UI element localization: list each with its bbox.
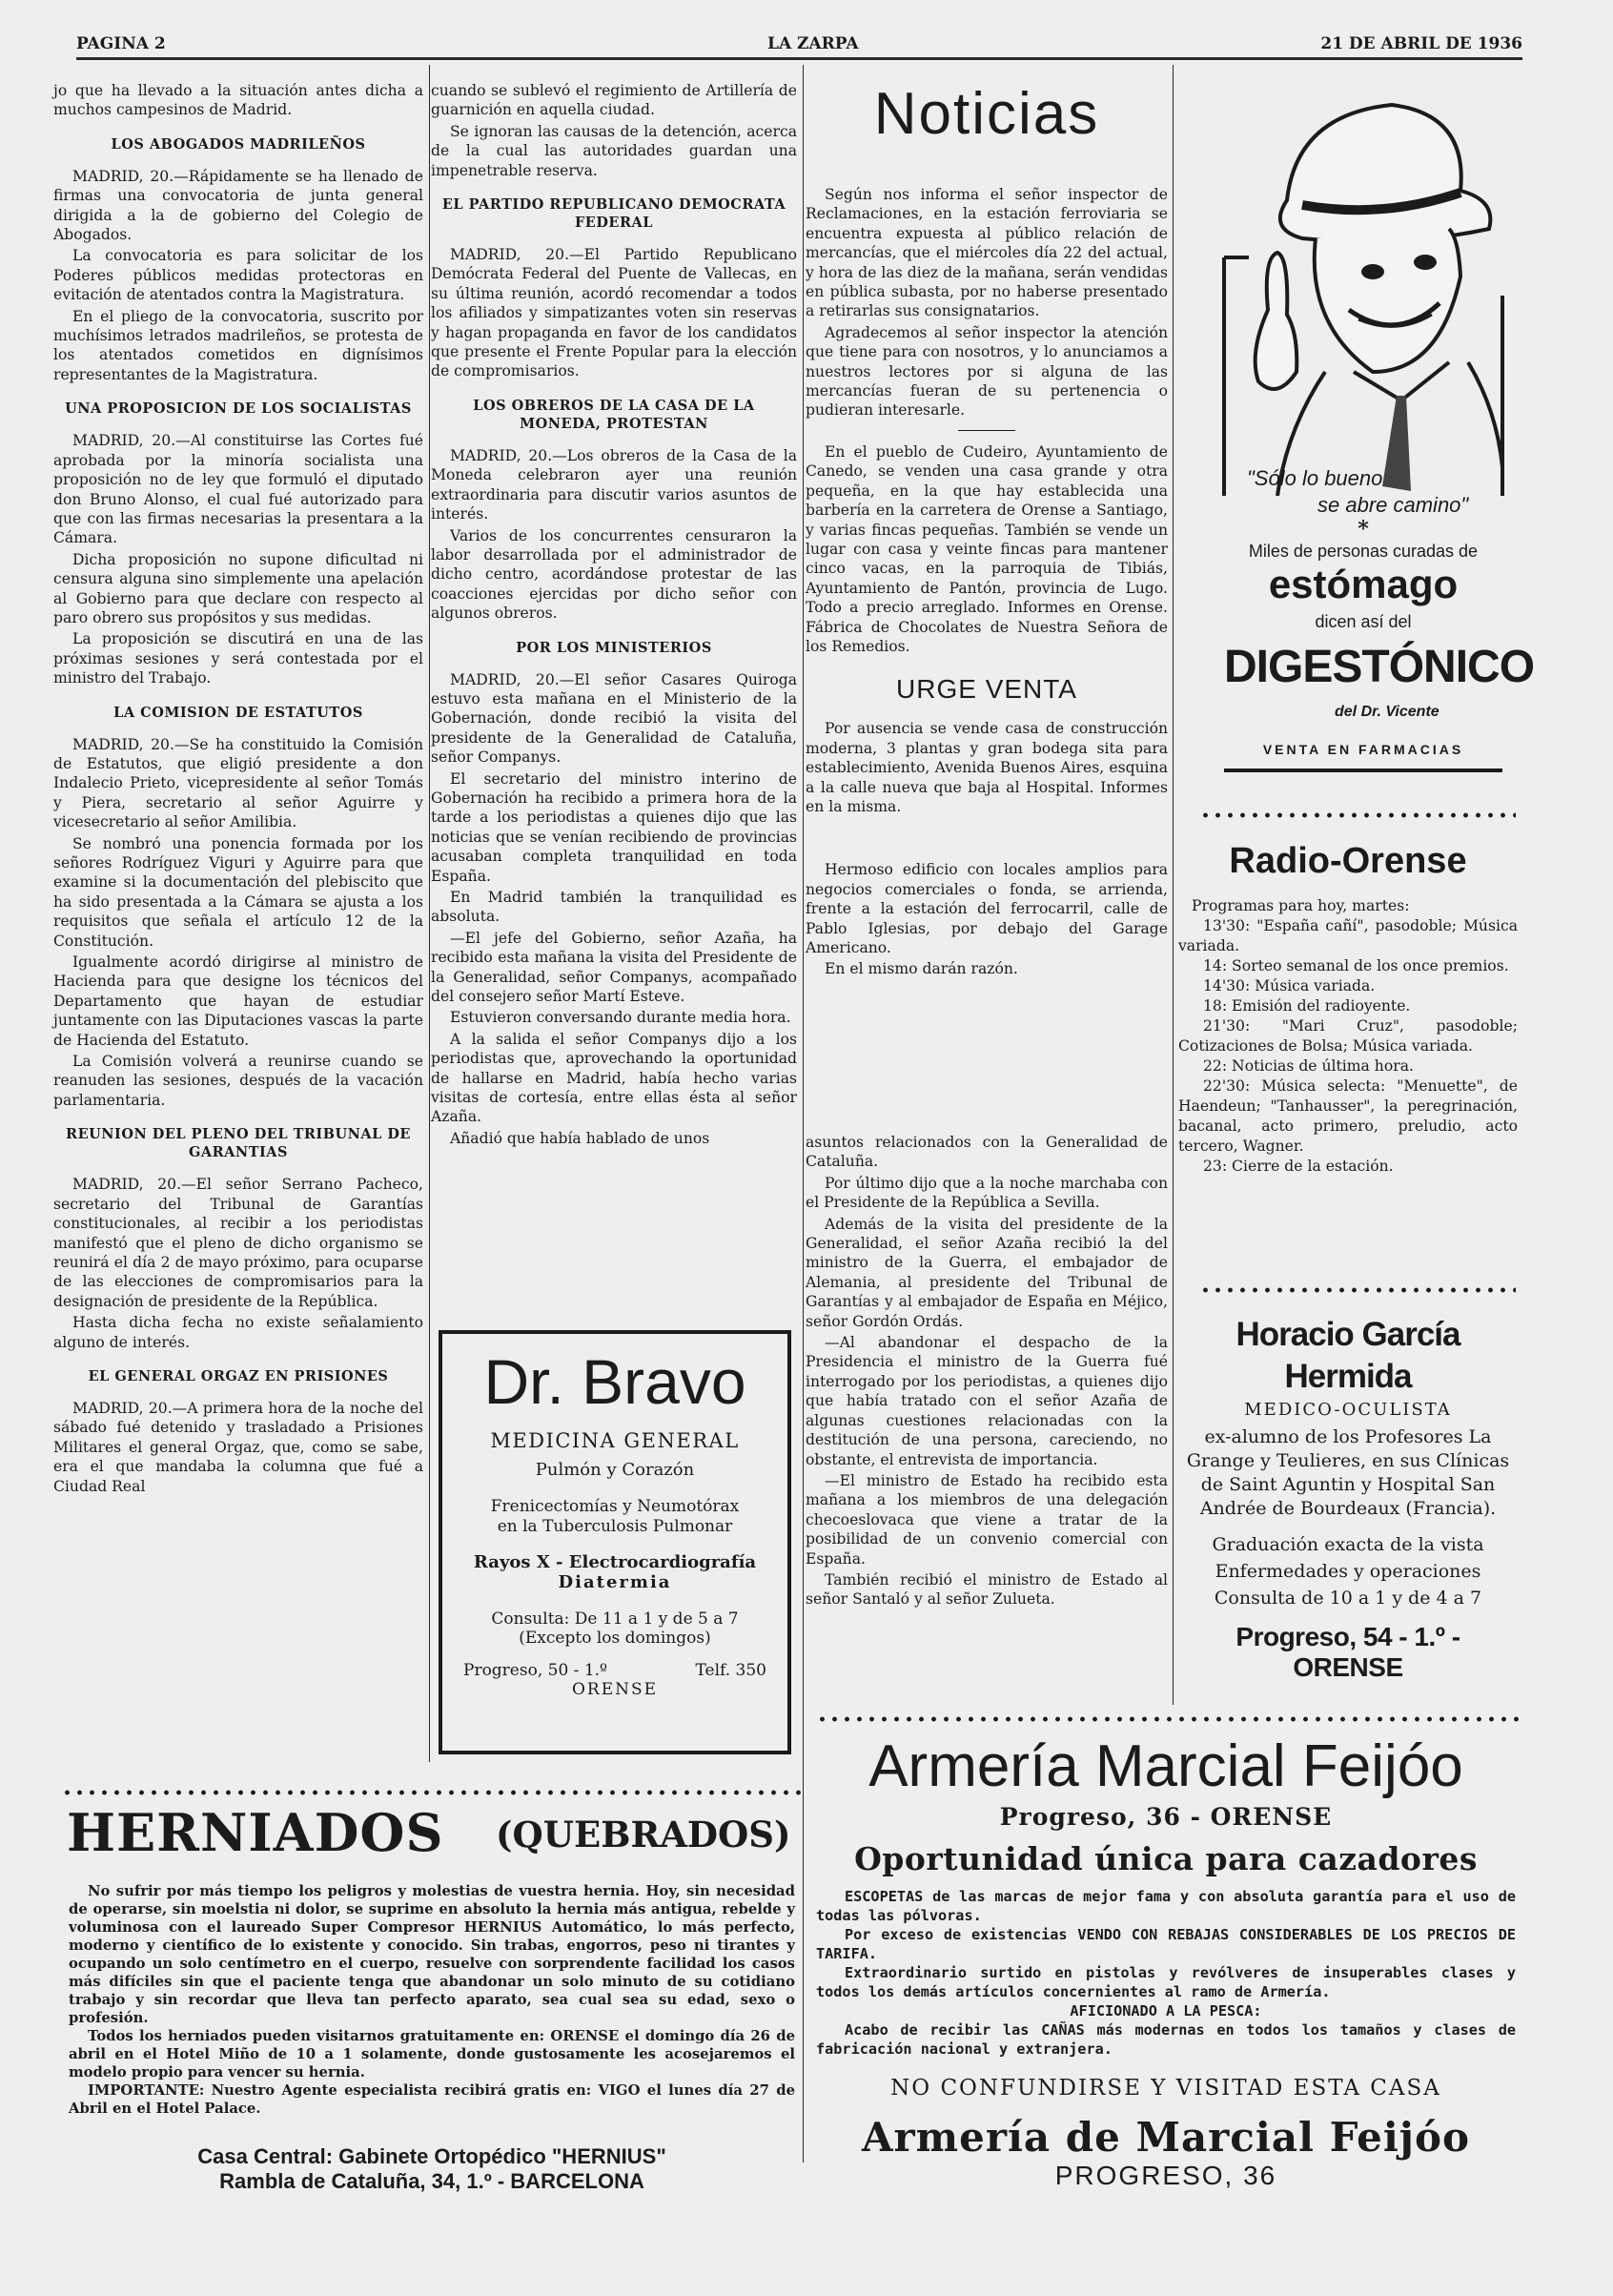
ad-title: Armería de Marcial Feijóo xyxy=(861,2114,1471,2161)
ad-text: Graduación exacta de la vista xyxy=(1212,1534,1484,1555)
digestonico-ad xyxy=(1211,86,1535,772)
article-paragraph: Por último dijo que a la noche marchaba con el Presidente de la República a Sevilla. xyxy=(806,1174,1168,1212)
ad-paragraph: Extraordinario surtido en pistolas y revólveres de insuperables clases y todos los demás artículos concernientes al ramo de Armería. xyxy=(816,1964,1516,2000)
article-paragraph: —El ministro de Estado ha recibido esta mañana a los miembros de una delegación checoeslovaca que viene a tratar de la posibilidad de un convenio comercial con España. xyxy=(806,1471,1168,1568)
headline-tribunal: REUNION DEL PLENO DEL TRIBUNAL DE GARANTIAS xyxy=(66,1126,411,1161)
ad-text: del Dr. Vicente xyxy=(1335,704,1439,720)
ad-text: NO CONFUNDIRSE Y VISITAD ESTA CASA xyxy=(890,2076,1441,2101)
ad-title: HERNIADOS xyxy=(67,1802,444,1863)
armeria-ad xyxy=(812,1731,1520,2191)
ad-title: Armería Marcial Feijóo xyxy=(868,1733,1463,1799)
dotted-separator xyxy=(816,1716,1521,1722)
masthead-rule xyxy=(76,57,1522,60)
radio-intro: Programas para hoy, martes: xyxy=(1192,897,1410,914)
ad-paragraph: Todos los herniados pueden visitarnos gratuitamente en: ORENSE el domingo día 26 de abril en el Hotel Miño de 10 a 1 solamente, donde gustosamente les acosejaremos el modelo propio para vencer su hernia. xyxy=(69,2028,795,2081)
article-paragraph: Estuvieron conversando durante media hora. xyxy=(450,1009,791,1027)
ad-paragraph: Por exceso de existencias VENDO CON REBAJAS CONSIDERABLES DE LOS PRECIOS DE TARIFA. xyxy=(816,1926,1516,1962)
article-paragraph: Dicha proposición no supone dificultad ni censura alguna sino simplemente una apelación al Gobierno para que declare con respecto al paro obrero sus propósitos y sus medidas. xyxy=(53,550,423,626)
ad-paragraph: IMPORTANTE: Nuestro Agente especialista recibirá gratis en: VIGO el lunes día 27 de Abril en el Hotel Palace. xyxy=(69,2082,795,2117)
man-illustration xyxy=(1211,86,1516,496)
article-paragraph: Según nos informa el señor inspector de Reclamaciones, en la estación ferroviaria se encuentra expuesta al público relación de mercancías, que el miércoles día 22 del actual, y hora de las diez de la mañana, serán vendidas en pública subasta, por no haberse presentado a retirarlas sus consignatarios. xyxy=(806,186,1168,320)
article-paragraph: Por ausencia se vende casa de construcción moderna, 3 plantas y gran bodega sita para establecimiento, Avenida Buenos Aires, esquina a la calle nueva que baja al Hospital. Informes en la misma. xyxy=(806,720,1168,815)
ad-address: Progreso, 36 - ORENSE xyxy=(999,1803,1333,1831)
article-paragraph: asuntos relacionados con la Generalidad de Cataluña. xyxy=(806,1134,1168,1171)
headline-moneda: LOS OBREROS DE LA CASA DE LA MONEDA, PROTESTAN xyxy=(473,397,755,432)
article-paragraph: La Comisión volverá a reunirse cuando se reanuden las sesiones, después de la vacación parlamentaria. xyxy=(53,1053,423,1109)
horacio-ad xyxy=(1178,1314,1518,1683)
article-paragraph: —El jefe del Gobierno, señor Azaña, ha recibido esta mañana la visita del Presidente de la Generalidad, señor Companys, acompañado del consejero señor Martí Esteve. xyxy=(431,929,797,1006)
ad-title: Dr. Bravo xyxy=(483,1346,746,1417)
article-paragraph: MADRID, 20.—El Partido Republicano Demócrata Federal del Puente de Vallecas, en su última reunión, acordó recomendar a todos los afiliados y simpatizantes voten sin reservas y hagan propaganda en favor de los candidatos que presente el Frente Popular para la elección de compromisarios. xyxy=(431,246,797,380)
article-paragraph: Además de la visita del presidente de la Generalidad, el señor Azaña recibió la del ministro de la Guerra, el embajador de Alemania, al presidente del Tribunal de Garantías y al embajador de España en Méjico, señor Gordón Ordás. xyxy=(806,1215,1168,1330)
column-1 xyxy=(53,81,423,1498)
article-paragraph: Añadió que había hablado de unos xyxy=(450,1129,710,1147)
ad-text: ex-alumno de los Profesores La Grange y Teulieres, en sus Clínicas de Saint Aguntin y Hospital San Andrée de Bourdeaux (Francia). xyxy=(1186,1426,1510,1519)
ad-text: Miles de personas curadas de xyxy=(1248,542,1479,561)
article-paragraph: En el pueblo de Cudeiro, Ayuntamiento de Canedo, se venden una casa grande y otra pequeña, en la que hay establecida una barbería en la carretera de Orense a Santiago, y varias fincas pequeñas. También se vende un lugar con casa y veinte fincas para mantener cinco vacas, en la parroquia de Tibiás, Ayuntamiento de Pantón, provincia de Lugo. Todo a precio arreglado. Informes en Orense. Fábrica de Chocolates de Nuestra Señora de los Remedios. xyxy=(806,442,1168,655)
ad-text: dicen así del xyxy=(1315,612,1412,631)
radio-program-item: 13'30: "España cañí", pasodoble; Música variada. xyxy=(1178,917,1518,954)
article-paragraph: MADRID, 20.—A primera hora de la noche del sábado fué detenido y trasladado a Prisiones Militares el general Orgaz, que, como se sabe, era el que mandaba la columna que fué a Ciudad Real xyxy=(53,1399,423,1495)
ad-text: Consulta: De 11 a 1 y de 5 a 7 xyxy=(491,1609,739,1629)
ad-text: MEDICINA GENERAL xyxy=(490,1429,740,1452)
article-paragraph: También recibió el ministro de Estado al señor Santaló y al señor Zulueta. xyxy=(806,1570,1168,1609)
radio-program-item: 14: Sorteo semanal de los once premios. xyxy=(1203,957,1509,974)
radio-program-item: 14'30: Música variada. xyxy=(1203,977,1376,994)
article-paragraph: —Al abandonar el despacho de la Presidencia el ministro de la Guerra fué interrogado por los periodistas, a quienes dijo que había tratado con el señor Azaña de algunas cuestiones relacionadas con la destitución de una persona, careciendo, no obstante, el entrevista de importancia. xyxy=(806,1334,1168,1468)
radio-program-item: 23: Cierre de la estación. xyxy=(1203,1158,1394,1175)
masthead xyxy=(76,34,1522,55)
article-paragraph: MADRID, 20.—El señor Serrano Pacheco, secretario del Tribunal de Garantías constitucionales, al recibir a los periodistas manifestó que el pleno de dicho organismo se reunirá el día 2 de mayo próximo, para ocuparse de las elecciones de compromisarios para la designación de presidente de la República. xyxy=(53,1176,423,1310)
article-paragraph: MADRID, 20.—Al constituirse las Cortes fué aprobada por la minoría socialista una proposición no de ley que formuló el diputado don Bruno Alonso, el cual fué autorizado para que con las firmas necesarias la presentara a la Cámara. xyxy=(53,432,423,547)
article-paragraph: La proposición se discutirá en una de las próximas sesiones y será contestada por el ministro del Trabajo. xyxy=(53,630,423,687)
ad-slogan: "Sólo lo bueno xyxy=(1247,466,1383,490)
ad-address: Progreso, 50 - 1.º xyxy=(463,1661,608,1680)
headline-proposicion: UNA PROPOSICION DE LOS SOCIALISTAS xyxy=(65,400,412,418)
article-paragraph: Se ignoran las causas de la detención, acerca de la cual las autoridades guardan una impenetrable reserva. xyxy=(431,122,797,179)
ad-title: Horacio García Hermida xyxy=(1235,1316,1460,1395)
ad-text: VENTA EN FARMACIAS xyxy=(1262,742,1464,757)
radio-program-item: 21'30: "Mari Cruz", pasodoble; Cotizaciones de Bolsa; Música variada. xyxy=(1178,1017,1518,1055)
radio-section xyxy=(1178,839,1518,1177)
radio-program-item: 22'30: Música selecta: "Menuette", de Haendeun; "Tanhausser", la peregrinación, bacanal, acto primero, preludio, acto tercero, Wagner. xyxy=(1178,1077,1518,1155)
dotted-separator xyxy=(1199,812,1516,818)
article-paragraph: MADRID, 20.—El señor Casares Quiroga estuvo esta mañana en el Ministerio de la Gobernación, donde recibió la visita del presidente de la Generalidad de Cataluña, señor Companys. xyxy=(431,670,797,767)
ad-paragraph: AFICIONADO A LA PESCA: xyxy=(1070,2002,1262,2019)
ad-subtitle: Oportunidad única para cazadores xyxy=(854,1840,1478,1877)
ad-text: Diatermia xyxy=(558,1572,672,1592)
ad-brand: DIGESTÓNICO xyxy=(1224,642,1535,692)
radio-program-list xyxy=(1178,916,1518,1177)
article-paragraph: Hermoso edificio con locales amplios para negocios comerciales o fonda, se arrienda, frente a la estación del ferrocarril, calle de Pablo Iglesias, por debajo del Garage Americano. xyxy=(806,861,1168,956)
ad-text: en la Tuberculosis Pulmonar xyxy=(497,1517,733,1536)
ad-text: Pulmón y Corazón xyxy=(535,1460,695,1480)
headline-ministerios: POR LOS MINISTERIOS xyxy=(516,639,712,656)
ad-text: Rayos X - Electrocardiografía xyxy=(473,1552,757,1572)
radio-program-item: 18: Emisión del radioyente. xyxy=(1203,997,1411,1015)
headline-republicano: EL PARTIDO REPUBLICANO DEMOCRATA FEDERAL xyxy=(441,196,786,232)
article-paragraph: En el pliego de la convocatoria, suscrito por muchísimos letrados madrileños, se protesta de los atentados cometidos en dignísimos representantes de la Magistratura. xyxy=(53,307,423,383)
article-paragraph: Agradecemos al señor inspector la atención que tiene para con nosotros, y lo anunciamos a nuestros lectores por si alguna de las mercancías fueran de su pertenencia o pudieran interesarle. xyxy=(806,323,1168,420)
radio-title: Radio-Orense xyxy=(1229,841,1467,881)
column-rule xyxy=(803,65,804,2163)
column-3 xyxy=(806,76,1168,981)
article-paragraph: En el mismo darán razón. xyxy=(825,960,1018,978)
article-paragraph: En Madrid también la tranquilidad es absoluta. xyxy=(431,889,797,926)
paper-name: LA ZARPA xyxy=(767,34,859,53)
column-2 xyxy=(431,81,797,1150)
ad-text: Frenicectomías y Neumotórax xyxy=(490,1497,740,1516)
column-rule xyxy=(429,65,430,1762)
herniados-ad xyxy=(61,1802,803,2194)
article-paragraph: MADRID, 20.—Rápidamente se ha llenado de firmas una convocatoria de junta general dirigida a la de gobierno del Colegio de Abogados. xyxy=(53,167,423,244)
ad-address: PROGRESO, 36 xyxy=(1054,2161,1277,2190)
ad-text: MEDICO-OCULISTA xyxy=(1244,1400,1452,1420)
page-number: PAGINA 2 xyxy=(76,34,166,53)
article-paragraph: Hasta dicha fecha no existe señalamiento alguno de interés. xyxy=(53,1314,423,1351)
ad-city: ORENSE xyxy=(571,1680,659,1699)
ad-text: (Excepto los domingos) xyxy=(519,1629,711,1648)
ad-phone: Telf. 350 xyxy=(695,1661,766,1680)
dotted-separator xyxy=(1199,1287,1516,1293)
article-paragraph: Varios de los concurrentes censuraron la labor desarrollada por el administrador de dicho centro, acordándose protestar de las coacciones ejercidas por dicho señor con algunos obreros. xyxy=(431,526,797,623)
noticias-title: Noticias xyxy=(873,81,1100,147)
issue-date: 21 DE ABRIL DE 1936 xyxy=(1320,34,1522,53)
ad-paragraph: Acabo de recibir las CAÑAS más modernas en todos los tamaños y clases de fabricación nacional y extranjera. xyxy=(816,2021,1516,2058)
ad-star: * xyxy=(1358,517,1369,542)
ad-text: Consulta de 10 a 1 y de 4 a 7 xyxy=(1214,1588,1482,1609)
article-paragraph: La convocatoria es para solicitar de los Poderes públicos medidas protectoras en evitación de atentados contra la Magistratura. xyxy=(53,247,423,304)
ad-paragraph: ESCOPETAS de las marcas de mejor fama y con absoluta garantía para el uso de todas las pólvoras. xyxy=(816,1888,1516,1924)
ad-address: Rambla de Cataluña, 34, 1.º - BARCELONA xyxy=(219,2169,644,2193)
ad-text: Enfermedades y operaciones xyxy=(1215,1561,1481,1582)
dr-bravo-ad xyxy=(439,1330,791,1754)
ad-address: Progreso, 54 - 1.º - ORENSE xyxy=(1235,1622,1460,1682)
dotted-separator xyxy=(61,1790,806,1795)
radio-program-item: 22: Noticias de última hora. xyxy=(1203,1057,1414,1075)
headline-orgaz: EL GENERAL ORGAZ EN PRISIONES xyxy=(88,1367,389,1384)
ad-paragraph: No sufrir por más tiempo los peligros y molestias de vuestra hernia. Hoy, sin necesidad de operarse, sin moelstia ni dolor, se suprime en absoluto la hernia más antigua, rebelde y voluminosa con el laureado Super Compresor HERNIUS Automático, lo más perfecto, moderno y científico de lo existente y conocido. Sin trabas, engorros, peso ni tirantes y ocupando un solo centímetro en el cuerpo, resuelve con sorprendente facilidad los casos más difíciles sin que el paciente tenga que abandonar un solo minuto de su cotidiano trabajo y sin recordar que lleva tan perfecto aparato, sea cual sea su edad, sexo o profesión. xyxy=(69,1883,795,2026)
article-paragraph: cuando se sublevó el regimiento de Artillería de guarnición en aquella ciudad. xyxy=(431,82,797,119)
article-paragraph: El secretario del ministro interino de Gobernación ha recibido a primera hora de la tarde a los periodistas a quienes dijo que las noticias que se venían recibiendo de provincias acusaban completa tranquilidad en toda España. xyxy=(431,769,797,885)
column-3-continued xyxy=(806,1133,1168,1611)
article-paragraph: A la salida el señor Companys dijo a los periodistas que, aprovechando la oportunidad de hallarse en Madrid, había hecho varias visitas de cortesía, entre ellas ésta al señor Azaña. xyxy=(431,1030,797,1126)
intro-text: jo que ha llevado a la situación antes dicha a muchos campesinos de Madrid. xyxy=(53,82,423,119)
urge-venta-title: URGE VENTA xyxy=(896,674,1077,705)
ad-highlight: estómago xyxy=(1268,562,1459,606)
article-paragraph: Se nombró una ponencia formada por los señores Rodríguez Viguri y Aguirre para que examine si la documentación del plebiscito que ha sido presentada a la Cámara se ajusta a los requisitos que señala el artículo 12 de la Constitución. xyxy=(53,834,423,950)
headline-estatutos: LA COMISION DE ESTATUTOS xyxy=(113,704,363,721)
ad-address: Casa Central: Gabinete Ortopédico "HERNIUS" xyxy=(197,2144,666,2168)
article-paragraph: MADRID, 20.—Los obreros de la Casa de la Moneda celebraron ayer una reunión extraordinaria para discutir varios asuntos de interés. xyxy=(431,446,797,523)
divider xyxy=(958,430,1015,431)
article-paragraph: Igualmente acordó dirigirse al ministro de Hacienda para que designe los técnicos del Departamento que hayan de estudiar juntamente con las Diputaciones vascas la parte de Hacienda del Estatuto. xyxy=(53,953,423,1049)
article-paragraph: MADRID, 20.—Se ha constituido la Comisión de Estatutos, que eligió presidente a don Indalecio Prieto, vicepresidente al señor Tomás y Piera, secretario al señor Aguirre y vicesecretario al señor Amilibia. xyxy=(53,735,423,831)
headline-abogados: LOS ABOGADOS MADRILEÑOS xyxy=(111,135,366,153)
ad-slogan: se abre camino" xyxy=(1317,493,1469,517)
column-rule xyxy=(1173,65,1174,1705)
ad-subtitle: (QUEBRADOS) xyxy=(496,1814,791,1855)
